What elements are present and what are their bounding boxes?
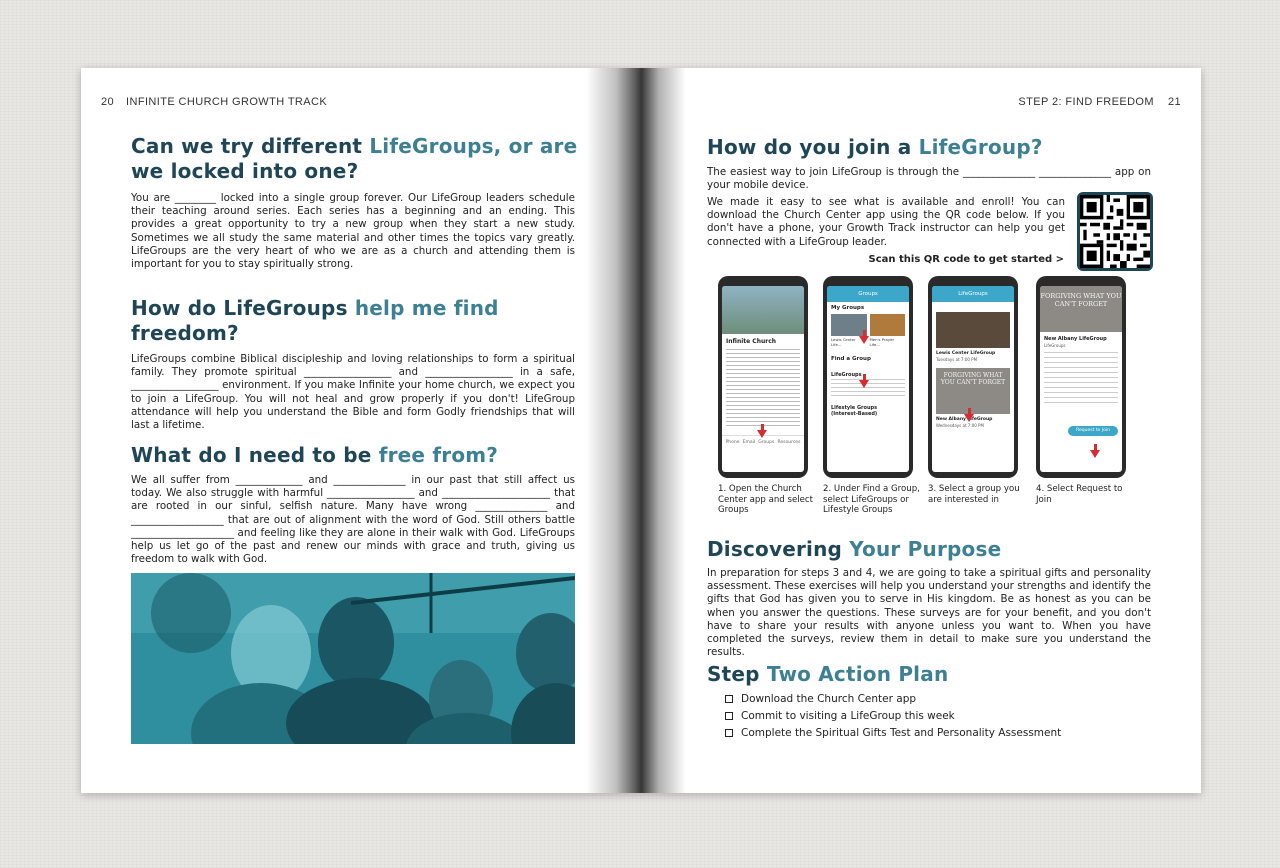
tab-groups[interactable]: Groups bbox=[758, 440, 775, 445]
group-title: New Albany LifeGroup bbox=[1044, 336, 1107, 342]
group-time-a: Tuesdays at 7:00 PM bbox=[936, 357, 978, 362]
red-arrow-icon bbox=[757, 430, 767, 438]
caption-step-3: 3. Select a group you are interested in bbox=[928, 484, 1020, 505]
heading-accent: Two Action Plan bbox=[766, 662, 949, 686]
group-image-a[interactable] bbox=[936, 312, 1010, 348]
group-image-b[interactable]: FORGIVING WHAT YOU CAN'T FORGET bbox=[936, 368, 1010, 414]
heading-part: How do LifeGroups bbox=[131, 296, 355, 320]
checklist-label: Download the Church Center app bbox=[741, 693, 917, 705]
lifestyle-groups-item[interactable]: Lifestyle Groups (Interest-Based) bbox=[831, 405, 878, 417]
red-arrow-icon bbox=[859, 380, 869, 388]
phone-screen-1 bbox=[722, 286, 804, 472]
caption-step-1: 1. Open the Church Center app and select Groups bbox=[718, 484, 813, 515]
qr-code[interactable] bbox=[1077, 192, 1153, 271]
caption-step-2: 2. Under Find a Group, select LifeGroups or Lifestyle Groups bbox=[823, 484, 920, 515]
page-number-right: 21 bbox=[1167, 96, 1181, 108]
church-photo bbox=[722, 286, 804, 334]
tab-resources[interactable]: Resources bbox=[777, 440, 801, 445]
checklist-item-download[interactable] bbox=[725, 693, 916, 705]
thumb-label-a: Lewis Center Life... bbox=[831, 337, 856, 347]
heading-part: Can we try different bbox=[131, 134, 370, 158]
group-name-b[interactable]: New Albany LifeGroup bbox=[936, 417, 993, 422]
qr-code-icon bbox=[1080, 195, 1150, 268]
find-group-label: Find a Group bbox=[831, 356, 871, 362]
page-number-left: 20 bbox=[101, 96, 115, 108]
group-details bbox=[1044, 352, 1118, 404]
screen-title-1: Infinite Church bbox=[726, 338, 777, 345]
phone-screenshot-1 bbox=[718, 276, 808, 478]
running-head-right bbox=[1018, 96, 1181, 108]
heading-discovering-purpose bbox=[707, 537, 1147, 562]
phone-screen-2 bbox=[827, 286, 909, 472]
heading-part: What do I need to be bbox=[131, 443, 379, 467]
paragraph-purpose: In preparation for steps 3 and 4, we are going to take a spiritual gifts and personality assessment. These exercises will help you understand your strengths and identify the gifts that God has given you to serve in His kingdom. Be as honest as you can be when you answer the questions. These surveys are for your benefit, and you don't have to share your results with anyone unless you want to. When you have completed the surveys, review them in detail to make sure you understand the results. bbox=[707, 567, 1151, 659]
heading-part: How do you join a bbox=[707, 135, 919, 159]
people-photo-illustration bbox=[131, 573, 575, 744]
heading-accent: LifeGroups, or are bbox=[369, 134, 578, 158]
spine-shadow-left bbox=[586, 68, 641, 793]
group-banner: FORGIVING WHAT YOU CAN'T FORGET bbox=[1040, 286, 1122, 332]
paragraph-join-enroll: We made it easy to see what is available and enroll! You can download the Church Center app using the QR code below. If you don't have a phone, your Growth Track instructor can help you get connected with a LifeGroup leader. bbox=[707, 196, 1065, 248]
heading-accent: Your Purpose bbox=[849, 537, 1002, 561]
heading-join-lifegroup bbox=[707, 135, 1147, 160]
checklist-item-assessment[interactable] bbox=[725, 727, 1061, 739]
my-groups-label: My Groups bbox=[831, 305, 865, 311]
checklist-label: Complete the Spiritual Gifts Test and Personality Assessment bbox=[741, 727, 1062, 739]
phone-screenshot-3 bbox=[928, 276, 1018, 478]
thumb-label-b: Men's Prayer Life... bbox=[869, 337, 895, 347]
phone-screenshot-4 bbox=[1036, 276, 1126, 478]
caption-step-4: 4. Select Request to Join bbox=[1036, 484, 1123, 505]
checkbox-icon[interactable] bbox=[725, 712, 733, 720]
thumb-b[interactable] bbox=[870, 314, 906, 336]
thumb-a[interactable] bbox=[831, 314, 867, 336]
paragraph-join-app: The easiest way to join LifeGroup is through the ______________ ______________ app on your mobile device. bbox=[707, 166, 1151, 192]
request-to-join-button[interactable]: Request to Join bbox=[1068, 426, 1118, 436]
spine-shadow-right bbox=[641, 68, 686, 793]
group-subtitle: LifeGroups bbox=[1044, 343, 1066, 348]
red-arrow-icon bbox=[964, 414, 974, 422]
tab-email[interactable]: Email bbox=[742, 440, 756, 445]
lifegroups-item[interactable]: LifeGroups bbox=[831, 372, 862, 378]
phone-screen-4 bbox=[1040, 286, 1122, 472]
phone-screen-3 bbox=[932, 286, 1014, 472]
heading-accent: free from? bbox=[378, 443, 499, 467]
tab-phone[interactable]: Phone bbox=[725, 440, 740, 445]
heading-action-plan bbox=[707, 662, 1147, 687]
heading-free-from bbox=[131, 443, 581, 468]
heading-accent: LifeGroup? bbox=[918, 135, 1043, 159]
heading-try-different-lifegroups bbox=[131, 134, 581, 184]
heading-help-find-freedom bbox=[131, 296, 581, 346]
screen-text-lines bbox=[726, 349, 800, 429]
heading-accent: help me find bbox=[354, 296, 499, 320]
paragraph-try-different: You are ________ locked into a single group forever. Our LifeGroup leaders schedule their teaching around series. Each series has a beginning and an ending. This provides a great opportunity to try a new group when they start a new study. Sometimes we all study the same material and other times the topics vary greatly. LifeGroups are the very heart of who we are as a church and attending them is important for you to stay spiritually strong. bbox=[131, 192, 575, 271]
heading-part: Step bbox=[707, 662, 767, 686]
checkbox-icon[interactable] bbox=[725, 695, 733, 703]
screen-title-2: Groups bbox=[827, 286, 909, 302]
running-head-left bbox=[101, 96, 327, 108]
paragraph-help-find-freedom: LifeGroups combine Biblical discipleship and loving relationships to form a spiritual family. They promote spiritual _________________ and _________________ in a safe, _________________ environment. If you make Infinite your home church, we expect you to join a LifeGroup. You will not heal and grow properly if you don't! LifeGroup attendance will help you understand the Bible and form Godly friendships that will last a lifetime. bbox=[131, 353, 575, 432]
right-page bbox=[641, 68, 1201, 793]
heading-line2: we locked into one? bbox=[131, 159, 359, 183]
phone-screenshot-2 bbox=[823, 276, 913, 478]
running-head-title-left: INFINITE CHURCH GROWTH TRACK bbox=[126, 96, 328, 108]
left-page bbox=[81, 68, 641, 793]
group-time-b: Wednesdays at 7:00 PM bbox=[936, 423, 984, 428]
heading-part: Discovering bbox=[707, 537, 850, 561]
group-name-a[interactable]: Lewis Center LifeGroup bbox=[936, 351, 996, 356]
heading-line2: freedom? bbox=[131, 321, 239, 345]
red-arrow-icon bbox=[1090, 450, 1100, 458]
running-head-title-right: STEP 2: FIND FREEDOM bbox=[1018, 96, 1154, 108]
checklist-item-visit[interactable] bbox=[725, 710, 955, 722]
screen-title-3: LifeGroups bbox=[932, 286, 1014, 302]
checkbox-icon[interactable] bbox=[725, 729, 733, 737]
red-arrow-icon bbox=[859, 336, 869, 344]
checklist-label: Commit to visiting a LifeGroup this week bbox=[741, 710, 955, 722]
group-thumbnails bbox=[827, 314, 909, 336]
paragraph-free-from: We all suffer from _____________ and ______________ in our past that still affect us today. We also struggle with harmful _________________ and _____________________ that are rooted in our sinful, selfish nature. Many have wrong ______________ and __________________ that are out of alignment with the word of God. Still others battle ____________________ and feeling like they are alone in their walk with God. LifeGroups help us let go of the past and renew our minds with grace and truth, giving us freedom to walk with God. bbox=[131, 474, 575, 566]
qr-label: Scan this QR code to get started > bbox=[868, 254, 1064, 265]
people-photo bbox=[131, 573, 575, 744]
